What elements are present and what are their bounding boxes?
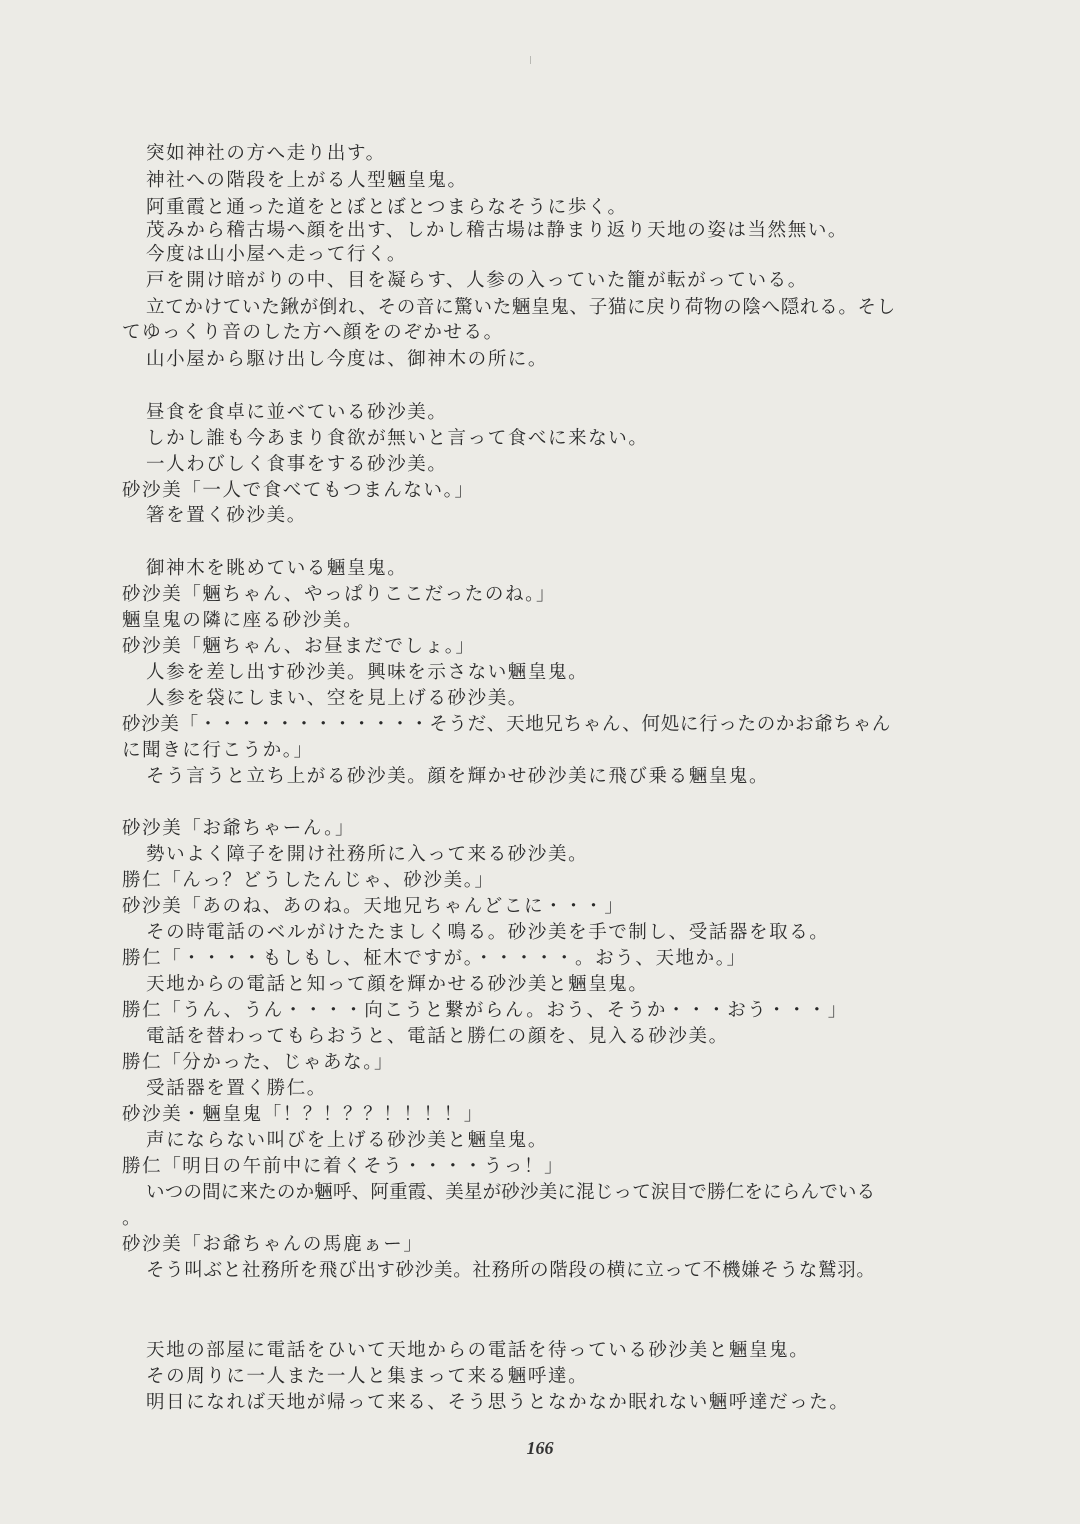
text-line: 砂沙美・魎皇鬼「！？！？？！！！！」 [122,1104,484,1125]
text-line: その時電話のベルがけたたましく鳴る。砂沙美を手で制し、受話器を取る。 [146,922,830,943]
text-line: 砂沙美「あのね、あのね。天地兄ちゃんどこに・・・」 [122,896,625,917]
text-line: てゆっくり音のした方へ顔をのぞかせる。 [122,322,504,343]
text-line: 砂沙美「・・・・・・・・・・・・そうだ、天地兄ちゃん、何処に行ったのかお爺ちゃん [122,714,892,735]
text-line: 砂沙美「魎ちゃん、やっぱりここだったのね。」 [122,584,557,605]
text-line: その周りに一人また一人と集まって来る魎呼達。 [146,1366,589,1387]
text-line: 砂沙美「お爺ちゃーん。」 [122,818,356,839]
text-line: に聞きに行こうか。」 [122,740,314,761]
text-line: 茂みから稽古場へ顔を出す、しかし稽古場は静まり返り天地の姿は当然無い。 [146,220,849,241]
text-line: 今度は山小屋へ走って行く。 [146,244,407,265]
text-line: いつの間に来たのか魎呼、阿重霞、美星が砂沙美に混じって涙目で勝仁をにらんでいる [146,1182,876,1203]
text-line: 勝仁「分かった、じゃあな。」 [122,1052,395,1073]
text-line: 神社への階段を上がる人型魎皇鬼。 [146,170,468,191]
text-line: 天地からの電話と知って顔を輝かせる砂沙美と魎皇鬼。 [146,974,649,995]
text-line: 勝仁「んっ？どうしたんじゃ、砂沙美。」 [122,870,495,891]
text-line: 勢いよく障子を開け社務所に入って来る砂沙美。 [146,844,589,865]
text-line: 人参を差し出す砂沙美。興味を示さない魎皇鬼。 [146,662,589,683]
page-number: 166 [526,1438,554,1458]
text-line: 戸を開け暗がりの中、目を凝らす、人参の入っていた籠が転がっている。 [146,270,808,291]
text-line: 砂沙美「お爺ちゃんの馬鹿ぁー」 [122,1234,424,1255]
text-line: 突如神社の方へ走り出す。 [146,143,386,164]
text-line: 勝仁「うん、うん・・・・向こうと繋がらん。おう、そうか・・・おう・・・」 [122,1000,848,1021]
text-line: 天地の部屋に電話をひいて天地からの電話を待っている砂沙美と魎皇鬼。 [146,1340,810,1361]
text-line: 立てかけていた鍬が倒れ、その音に驚いた魎皇鬼、子猫に戻り荷物の陰へ隠れる。そし [146,297,896,318]
text-line: しかし誰も今あまり食欲が無いと言って食べに来ない。 [146,428,649,449]
text-line: 受話器を置く勝仁。 [146,1078,327,1099]
text-line: 電話を替わってもらおうと、電話と勝仁の顔を、見入る砂沙美。 [146,1026,729,1047]
scan-mark [530,56,531,64]
text-line: 昼食を食卓に並べている砂沙美。 [146,402,448,423]
text-line: 砂沙美「魎ちゃん、お昼まだでしょ。」 [122,636,476,657]
text-line: 明日になれば天地が帰って来る、そう思うとなかなか眠れない魎呼達だった。 [146,1392,850,1413]
text-line: 人参を袋にしまい、空を見上げる砂沙美。 [146,688,528,709]
text-line: 。 [122,1208,143,1229]
text-line: そう言うと立ち上がる砂沙美。顔を輝かせ砂沙美に飛び乗る魎皇鬼。 [146,766,770,787]
text-line: 山小屋から駆け出し今度は、御神木の所に。 [146,349,549,370]
text-line: そう叫ぶと社務所を飛び出す砂沙美。社務所の階段の横に立って不機嫌そうな鷲羽。 [146,1260,876,1281]
text-line: 声にならない叫びを上げる砂沙美と魎皇鬼。 [146,1130,549,1151]
text-line: 勝仁「明日の午前中に着くそう・・・・うっ！」 [122,1156,565,1177]
text-line: 一人わびしく食事をする砂沙美。 [146,454,448,475]
text-line: 箸を置く砂沙美。 [146,505,307,526]
text-line: 砂沙美「一人で食べてもつまんない。」 [122,480,475,501]
text-line: 勝仁「・・・・もしもし、柾木ですが。・・・・・。おう、天地か。」 [122,948,747,969]
text-line: 御神木を眺めている魎皇鬼。 [146,558,408,579]
text-line: 魎皇鬼の隣に座る砂沙美。 [122,610,364,631]
text-line: 阿重霞と通った道をとぼとぼとつまらなそうに歩く。 [146,197,628,218]
